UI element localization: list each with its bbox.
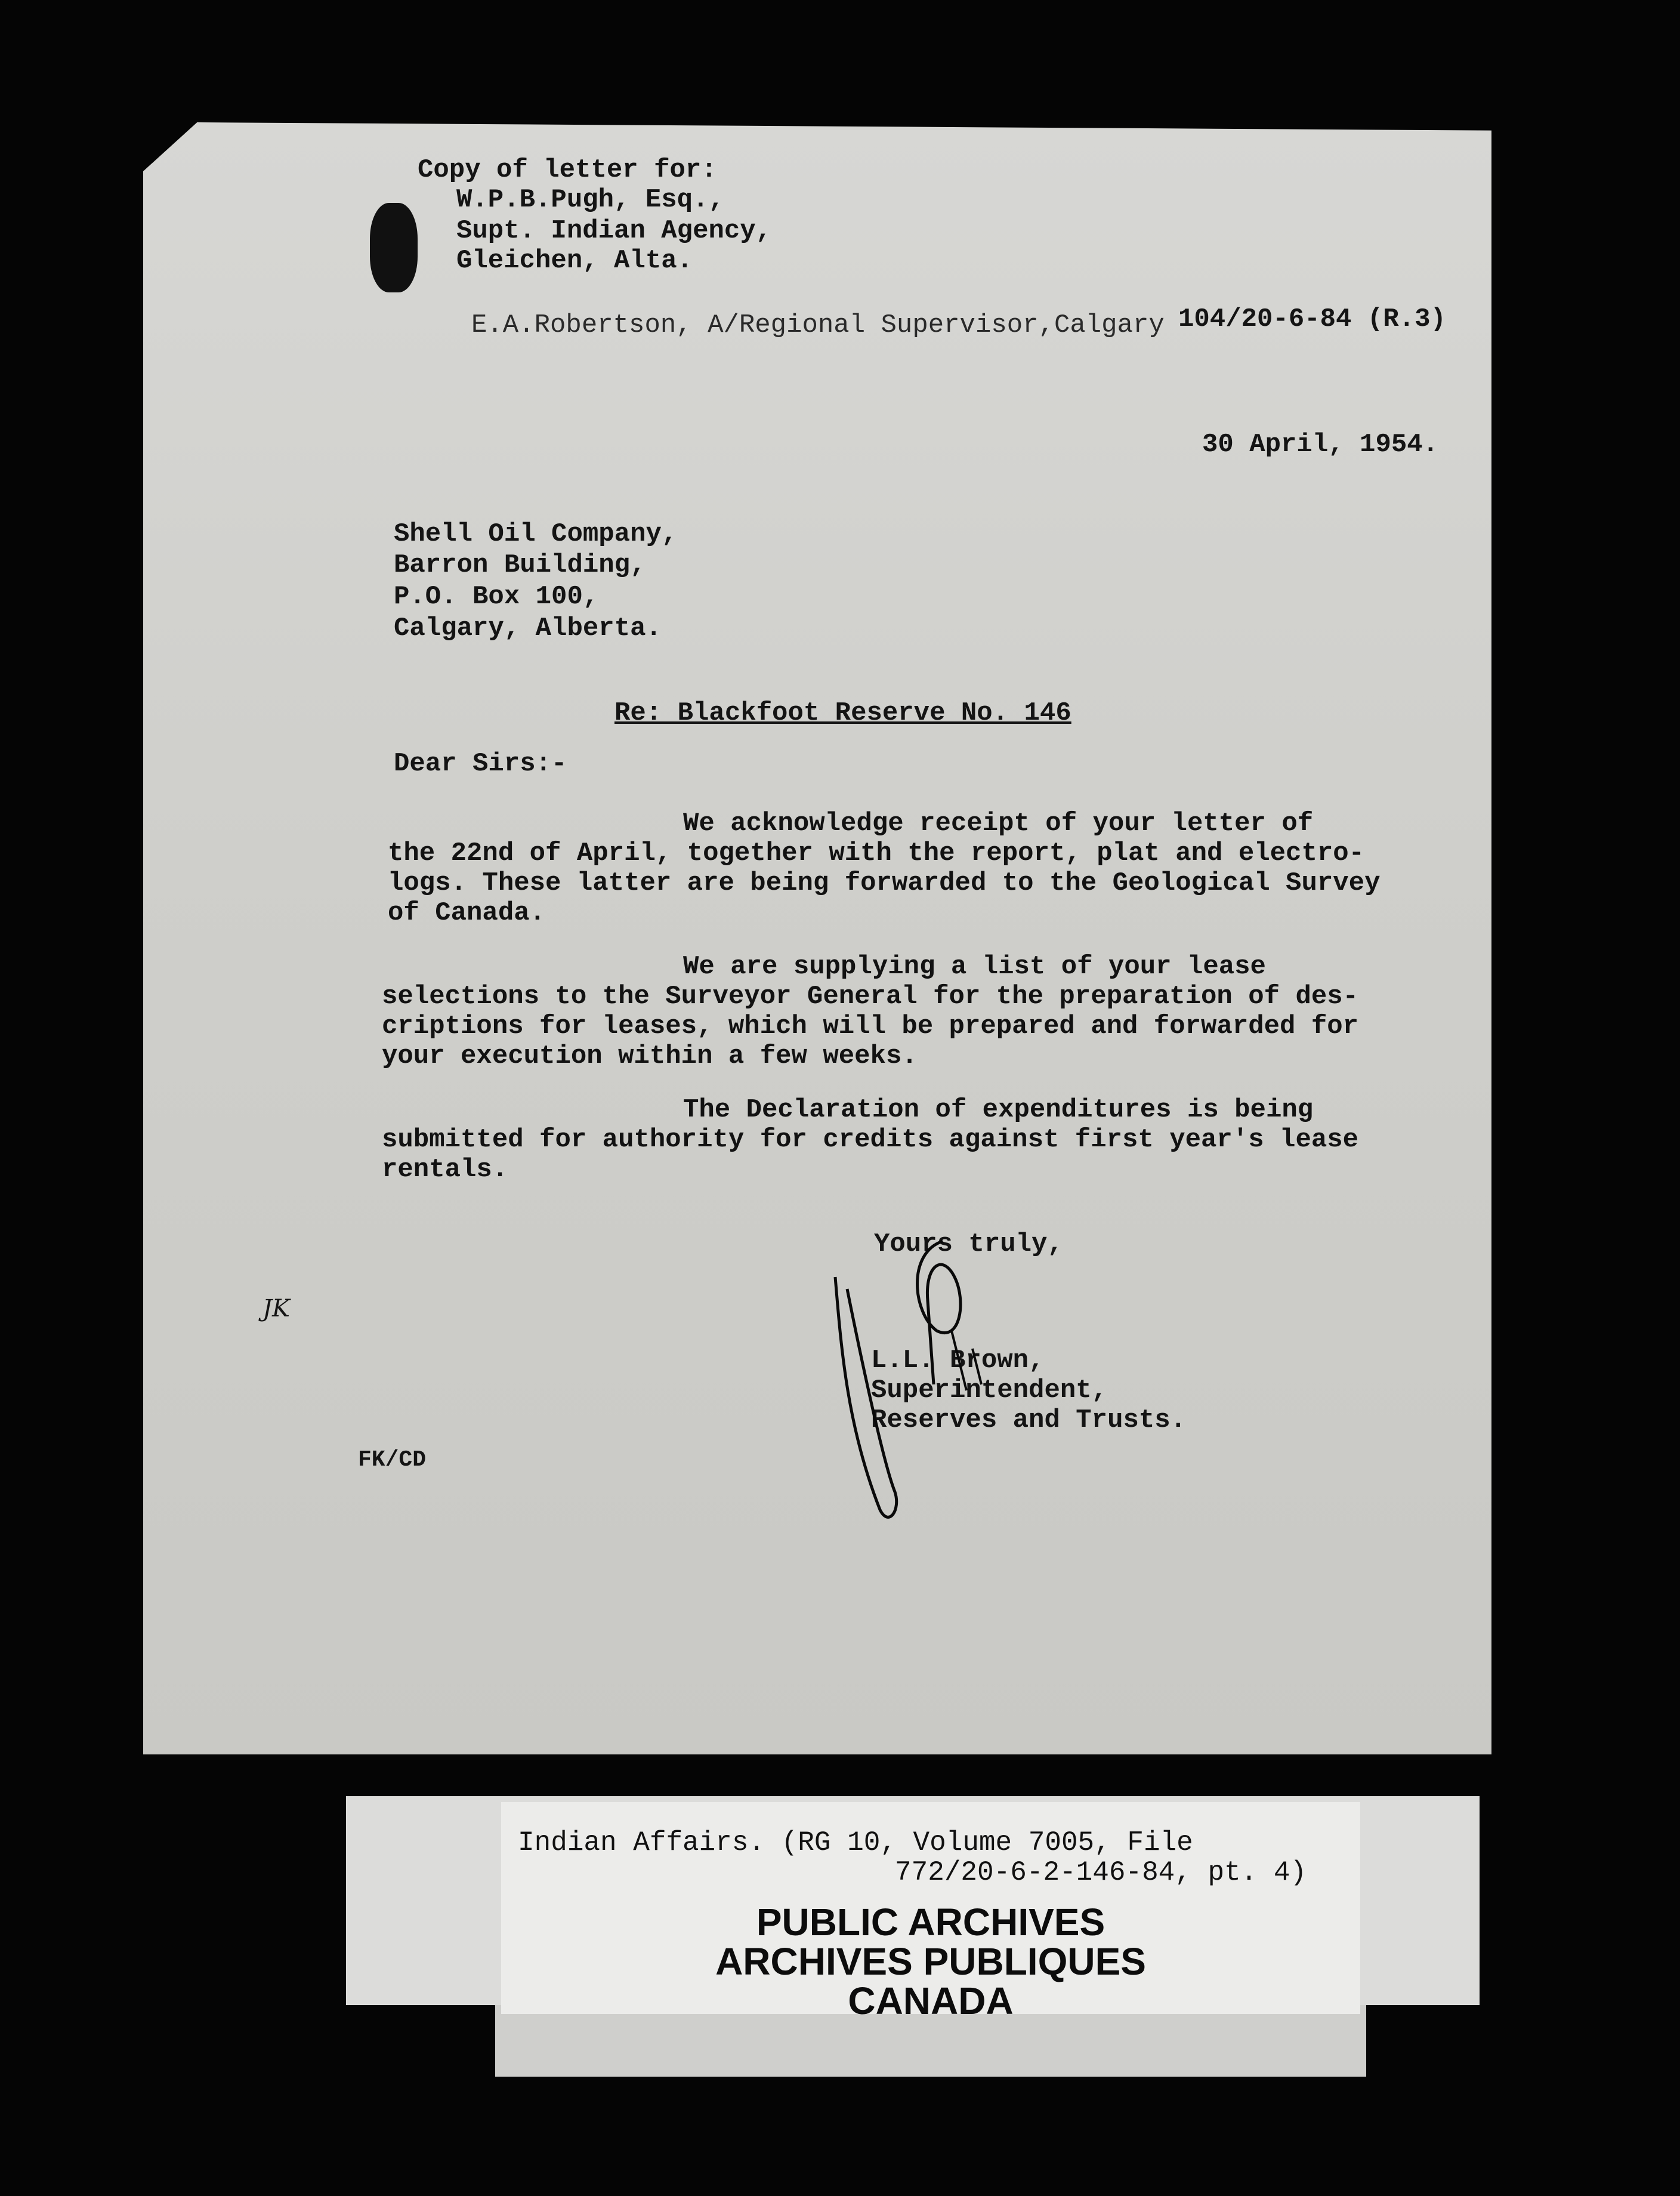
addressee-line-3: P.O. Box 100, [394,582,599,612]
from-line: E.A.Robertson, A/Regional Supervisor,Calgary [471,310,1165,340]
margin-initials: JK [262,1295,290,1322]
salutation: Dear Sirs:- [394,749,567,779]
archive-stamp-line-1: PUBLIC ARCHIVES [756,1901,1105,1944]
paragraph-1-line-3: logs. These latter are being forwarded to the Geological Survey [388,868,1381,898]
paragraph-2-line-3: criptions for leases, which will be prepared and forwarded for [382,1011,1359,1041]
addressee-line-1: Shell Oil Company, [394,519,678,549]
typist-initials: FK/CD [358,1447,427,1473]
addressee-line-2: Barron Building, [394,550,646,580]
ink-blot [370,203,418,292]
subject-line: Re: Blackfoot Reserve No. 146 [614,698,1071,728]
signatory-name: L.L. Brown, [871,1346,1045,1375]
handwritten-signature [823,1229,1038,1528]
paragraph-1-line-1: We acknowledge receipt of your letter of [683,809,1314,838]
copy-recipient-name: W.P.B.Pugh, Esq., [456,185,724,215]
addressee-line-4: Calgary, Alberta. [394,613,662,643]
paragraph-2-line-1: We are supplying a list of your lease [683,952,1266,982]
paragraph-2-line-4: your execution within a few weeks. [382,1041,918,1071]
paragraph-1-line-2: the 22nd of April, together with the report, plat and electro- [388,838,1365,868]
copy-recipient-place: Gleichen, Alta. [456,246,693,276]
valediction: Yours truly, [874,1229,1063,1259]
archive-reference-line-1: Indian Affairs. (RG 10, Volume 7005, File [518,1827,1193,1858]
paragraph-1-line-4: of Canada. [388,898,546,928]
archive-stamp-line-3: CANADA [848,1979,1014,2022]
file-reference: 104/20-6-84 (R.3) [1178,304,1446,334]
archive-stamp-line-2: ARCHIVES PUBLIQUES [715,1940,1146,1983]
paragraph-3-line-2: submitted for authority for credits against first year's lease [382,1125,1359,1155]
signatory-title-1: Superintendent, [871,1375,1108,1405]
letter-date: 30 April, 1954. [1202,430,1439,459]
paragraph-3-line-3: rentals. [382,1155,508,1185]
paragraph-3-line-1: The Declaration of expenditures is being [683,1095,1314,1125]
archive-reference-line-2: 772/20-6-2-146-84, pt. 4) [895,1857,1307,1888]
signatory-title-2: Reserves and Trusts. [871,1405,1187,1435]
copy-recipient-title: Supt. Indian Agency, [456,216,772,246]
copy-line: Copy of letter for: [418,155,717,185]
letter-page [143,122,1491,1754]
paragraph-2-line-2: selections to the Surveyor General for the preparation of des- [382,982,1359,1011]
